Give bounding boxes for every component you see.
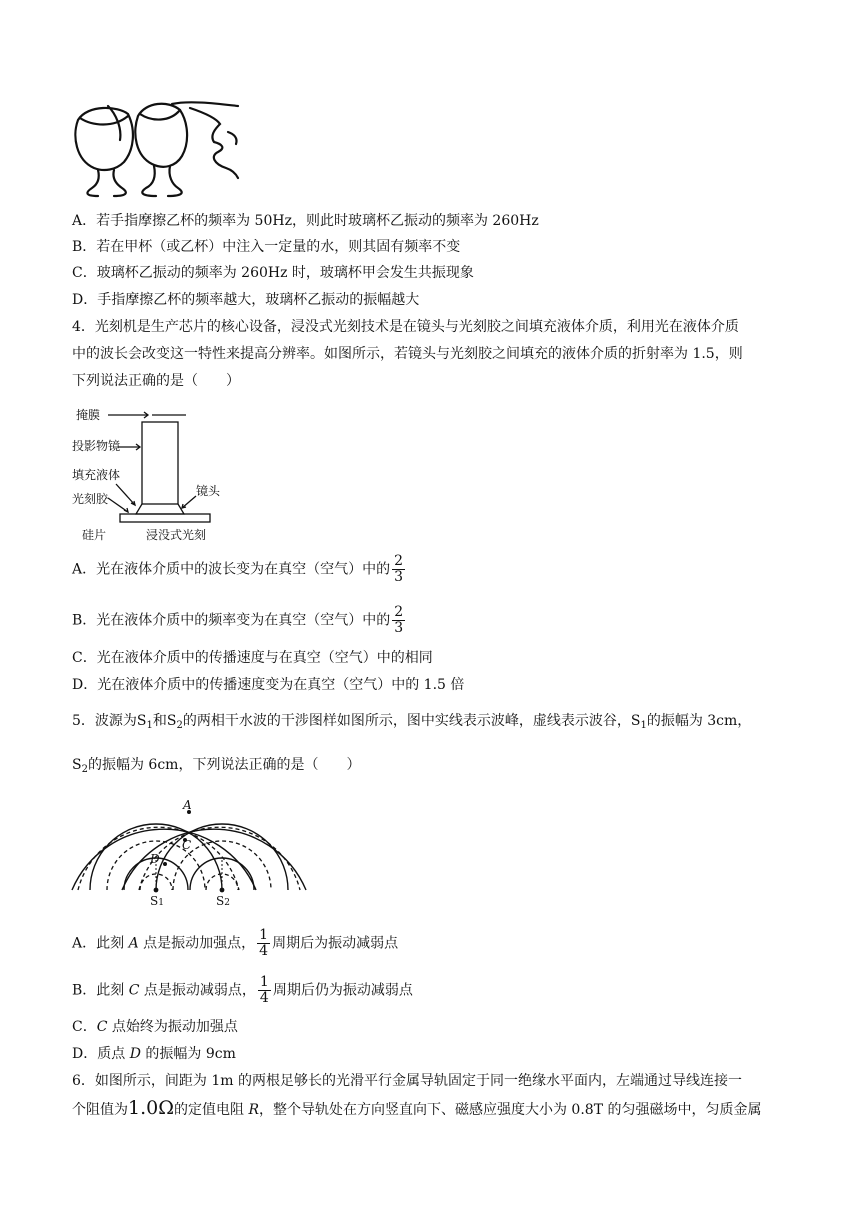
- point-c-label: C: [182, 838, 192, 852]
- source-s1: S: [136, 713, 147, 729]
- fraction-numerator: 1: [259, 974, 269, 990]
- point-d-label: D: [150, 852, 160, 866]
- fraction-numerator: 2: [394, 604, 404, 620]
- fraction-denominator: 4: [259, 990, 269, 1006]
- lithography-figure: [72, 404, 232, 542]
- variable-c: C: [128, 982, 140, 999]
- q4-option-a-text: A．光在液体介质中的波长变为在真空（空气）中的: [72, 561, 391, 578]
- q5-option-a-text: A．此刻: [72, 935, 125, 952]
- q5-option-d: [72, 1044, 236, 1064]
- q5-option-d-text: 的振幅为 9cm: [145, 1046, 236, 1062]
- q5-stem-part: 的振幅为 6cm，下列说法正确的是（ ）: [87, 757, 361, 773]
- source-s1: S: [630, 713, 641, 729]
- q5-option-a: [72, 928, 398, 959]
- q4-stem-line1: 4．光刻机是生产芯片的核心设备，浸没式光刻技术是在镜头与光刻胶之间填充液体介质，利用光在液体介质: [72, 319, 739, 335]
- label-wafer: 硅片: [82, 528, 107, 542]
- fraction-numerator: 1: [259, 927, 269, 943]
- q5-option-b-text: B．此刻: [72, 982, 125, 999]
- subscript: 1: [640, 720, 647, 731]
- q5-stem-line1: [72, 711, 751, 736]
- source-s2-label: [216, 894, 230, 908]
- label-fill-liquid: 填充液体: [72, 468, 121, 482]
- subscript: 2: [176, 720, 183, 731]
- q3-option-a: A．若手指摩擦乙杯的频率为 50Hz，则此时玻璃杯乙振动的频率为 260Hz: [72, 213, 539, 229]
- fraction-two-thirds: [392, 605, 405, 636]
- q4-stem-line2: 中的波长会改变这一特性来提高分辨率。如图所示，若镜头与光刻胶之间填充的液体介质的折射率为 1.5，则: [72, 346, 743, 362]
- figure-caption: 浸没式光刻: [146, 528, 207, 542]
- q3-option-c: C．玻璃杯乙振动的频率为 260Hz 时，玻璃杯甲会发生共振现象: [72, 265, 474, 281]
- q5-option-a-text: 点是振动加强点，: [143, 935, 256, 952]
- fraction-numerator: 2: [394, 553, 404, 569]
- q5-option-b: [72, 975, 413, 1006]
- q6-stem-part: 的定值电阻: [173, 1102, 244, 1118]
- variable-d: D: [129, 1046, 141, 1062]
- source-s2: S: [72, 757, 82, 773]
- fraction-denominator: 3: [394, 569, 404, 585]
- subscript: 2: [81, 764, 88, 775]
- variable-a: A: [128, 935, 139, 952]
- q5-stem-part: 的两相干水波的干涉图样如图所示，图中实线表示波峰，虚线表示波谷，: [182, 713, 631, 729]
- fraction-denominator: 3: [394, 620, 404, 636]
- q5-option-c: [72, 1017, 238, 1037]
- fraction-two-thirds: [392, 554, 405, 585]
- glass-cups-figure: [70, 98, 245, 200]
- q3-option-d: D．手指摩擦乙杯的频率越大，玻璃杯乙振动的振幅越大: [72, 292, 420, 308]
- label-photoresist: 光刻胶: [72, 492, 109, 506]
- source-s1-label: [150, 894, 164, 908]
- fraction-one-quarter: [257, 928, 270, 959]
- point-a-label: A: [183, 798, 192, 812]
- label-projection-lens: 投影物镜: [72, 439, 121, 453]
- q4-option-b: [72, 605, 407, 636]
- interference-figure: [70, 800, 310, 912]
- subscript: 1: [146, 720, 153, 731]
- source-s1-letter: S: [150, 894, 159, 908]
- q4-option-d: D．光在液体介质中的传播速度变为在真空（空气）中的 1.5 倍: [72, 677, 465, 693]
- fraction-denominator: 4: [259, 943, 269, 959]
- q4-stem-line3: 下列说法正确的是（ ）: [72, 373, 240, 389]
- q3-option-b: B．若在甲杯（或乙杯）中注入一定量的水，则其固有频率不变: [72, 239, 461, 255]
- interference-diagram: [70, 800, 310, 912]
- q4-option-c: C．光在液体介质中的传播速度与在真空（空气）中的相同: [72, 650, 433, 666]
- source-s1-subscript: 1: [158, 898, 164, 908]
- q5-stem-part: 的振幅为 3cm，: [646, 713, 752, 729]
- q5-option-c-text: 点始终为振动加强点: [111, 1019, 238, 1035]
- q6-stem-line2: [72, 1098, 762, 1120]
- variable-r: R: [248, 1102, 259, 1118]
- q5-option-c-text: C．: [72, 1019, 97, 1035]
- q5-option-b-text: 点是振动减弱点，: [143, 982, 256, 999]
- label-lens: 镜头: [196, 484, 221, 498]
- label-mask: 掩膜: [76, 408, 101, 422]
- source-s2-subscript: 2: [224, 898, 230, 908]
- resistance-value: 1.0Ω: [128, 1097, 174, 1119]
- q5-stem-line2: [72, 755, 360, 780]
- q5-stem-part: 5．波源为: [72, 713, 137, 729]
- q6-stem-line1: 6．如图所示，间距为 1m 的两根足够长的光滑平行金属导轨固定于同一绝缘水平面内，左端通过导线连接一: [72, 1073, 742, 1089]
- q6-stem-part: ，整个导轨处在方向竖直向下、磁感应强度大小为 0.8T 的匀强磁场中，匀质金属: [258, 1102, 762, 1118]
- source-s2: S: [166, 713, 177, 729]
- q6-stem-part: 个阻值为: [72, 1102, 128, 1118]
- q5-option-b-text: 周期后仍为振动减弱点: [272, 982, 413, 999]
- variable-c: C: [96, 1019, 108, 1035]
- fraction-one-quarter: [258, 975, 271, 1006]
- q4-option-a: [72, 554, 407, 585]
- q5-option-d-text: D．质点: [72, 1046, 126, 1062]
- q4-option-b-text: B．光在液体介质中的频率变为在真空（空气）中的: [72, 612, 391, 629]
- q5-stem-part: 和: [152, 713, 167, 729]
- q5-option-a-text: 周期后为振动减弱点: [272, 935, 399, 952]
- source-s2-letter: S: [216, 894, 225, 908]
